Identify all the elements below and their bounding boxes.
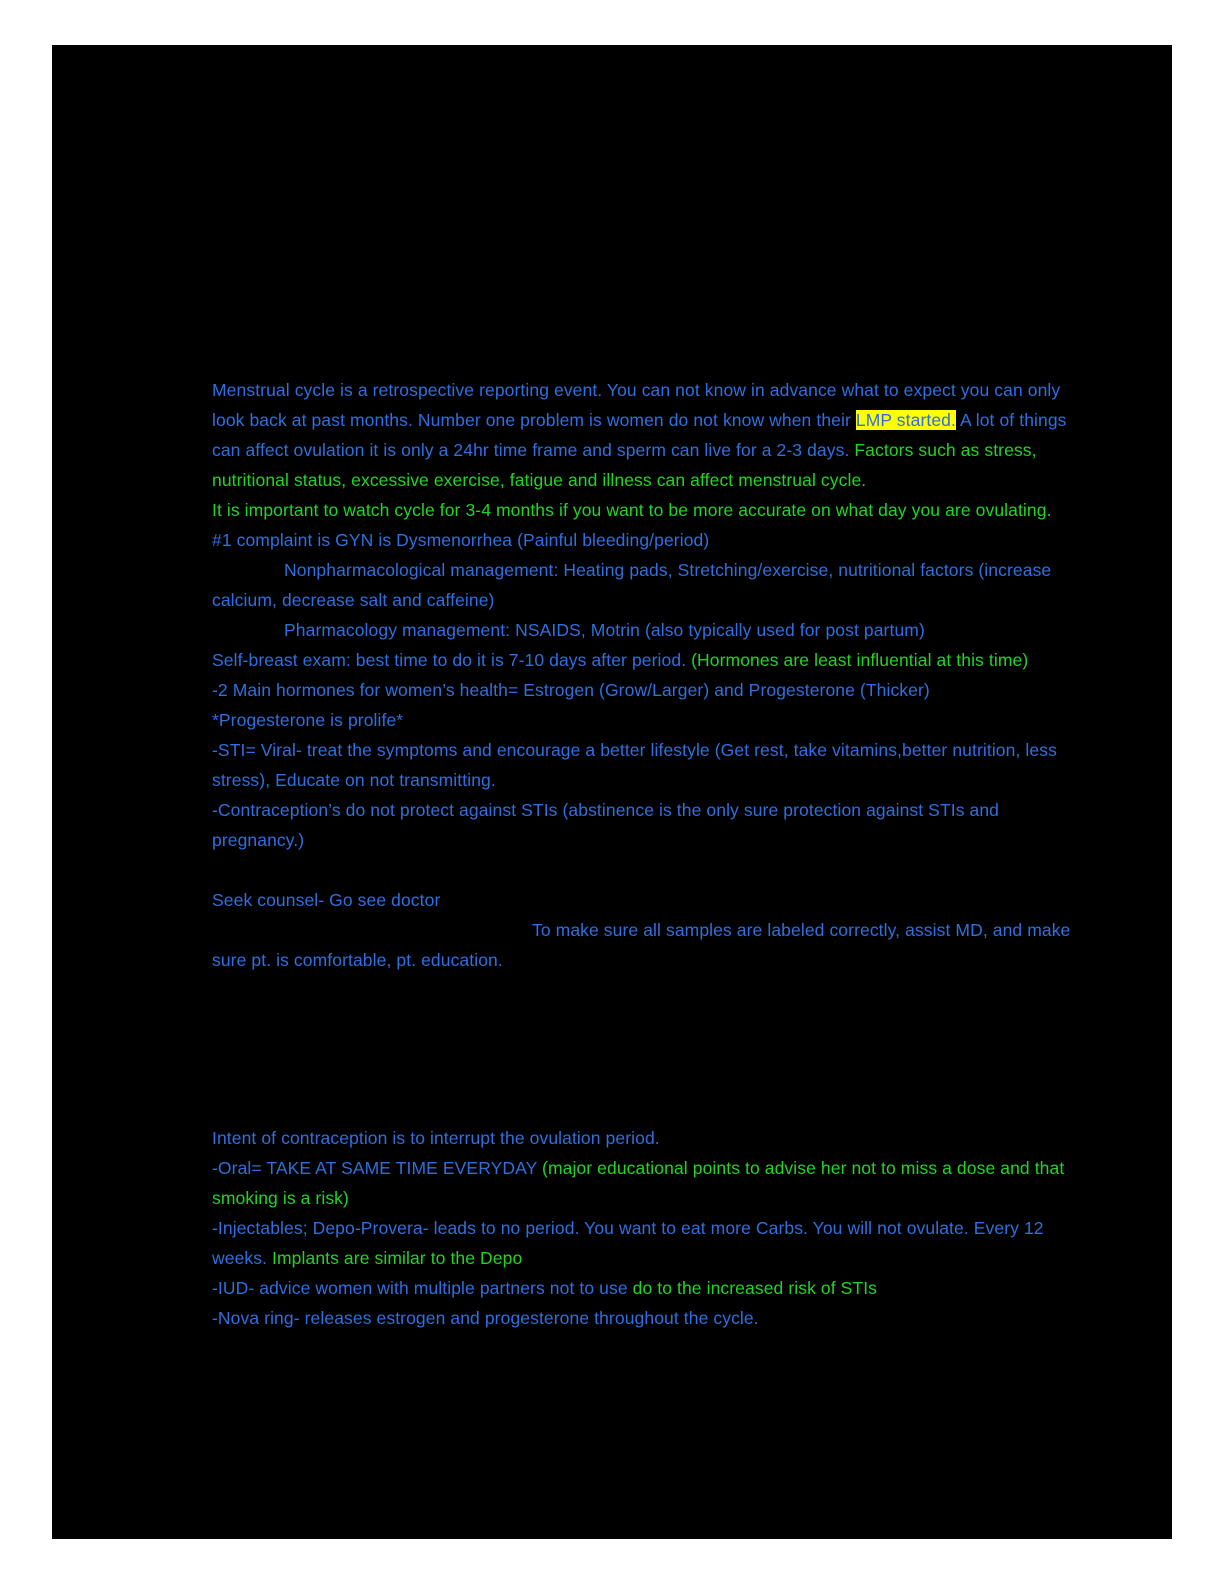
paragraph-4-text: Nonpharmacological management: Heating pads, Stretching/exercise, nutritional factors (increase calcium, decrease salt and caffeine) [212, 560, 1057, 610]
paragraph-1-part-a: Menstrual cycle is a retrospective reporting event. You can not know in advance what to expect you can only look back at past months. Number one problem is women do not know when their [212, 380, 1066, 430]
paragraph-2-text: It is important to watch cycle for 3-4 months if you want to be more accurate on what day you are ovulating. [212, 500, 1052, 520]
paragraph-11 [212, 885, 1072, 915]
paragraph-10 [212, 795, 1072, 855]
paragraph-9-text: -STI= Viral- treat the symptoms and encourage a better lifestyle (Get rest, take vitamins,better nutrition, less stress), Educate on not transmitting. [212, 740, 1062, 790]
paragraph-15 [212, 1213, 1072, 1273]
paragraph-5 [212, 615, 1072, 645]
paragraph-1-highlight: LMP started. [855, 410, 956, 430]
paragraph-17-text: -Nova ring- releases estrogen and progesterone throughout the cycle. [212, 1308, 759, 1328]
paragraph-3-text: #1 complaint is GYN is Dysmenorrhea (Painful bleeding/period) [212, 530, 710, 550]
paragraph-1-green: Factors such as stress, nutritional status, excessive exercise, fatigue and illness can affect menstrual cycle. [212, 440, 1042, 490]
paragraph-8 [212, 705, 1072, 735]
paragraph-8-text: *Progesterone is prolife* [212, 710, 404, 730]
paragraph-16 [212, 1273, 1072, 1303]
paragraph-16-green: do to the increased risk of STIs [632, 1278, 878, 1298]
paragraph-15-part-a: -Injectables; Depo-Provera- leads to no period. You want to eat more Carbs. You will not ovulate. Every 12 weeks. [212, 1218, 1049, 1268]
paragraph-6-part-a: Self-breast exam: best time to do it is 7-10 days after period. [212, 650, 692, 670]
paragraph-7 [212, 675, 1072, 705]
paragraph-5-text: Pharmacology management: NSAIDS, Motrin (also typically used for post partum) [284, 620, 925, 640]
paragraph-12 [212, 915, 1076, 975]
paragraph-13-text: Intent of contraception is to interrupt the ovulation period. [212, 1128, 660, 1148]
notes-body [212, 375, 1076, 1333]
paragraph-16-part-a: -IUD- advice women with multiple partners not to use [212, 1278, 633, 1298]
paragraph-14-part-a: -Oral= TAKE AT SAME TIME EVERYDAY [212, 1158, 543, 1178]
paragraph-1-part-b: A lot of things can affect ovulation it is only a 24hr time frame and sperm can live for a 2-3 days. [212, 410, 1072, 460]
blank-section [212, 975, 1072, 1123]
paragraph-10-text: -Contraception’s do not protect against STIs (abstinence is the only sure protection against STIs and pregnancy.) [212, 800, 1004, 850]
dark-note-canvas [52, 45, 1172, 1539]
paragraph-17 [212, 1303, 1072, 1333]
paragraph-3 [212, 525, 1072, 555]
paragraph-1 [212, 375, 1072, 495]
paragraph-7-text: -2 Main hormones for women’s health= Estrogen (Grow/Larger) and Progesterone (Thicker) [212, 680, 930, 700]
paragraph-14-green: (major educational points to advise her not to miss a dose and that smoking is a risk) [212, 1158, 1070, 1208]
paragraph-15-green: Implants are similar to the Depo [272, 1248, 523, 1268]
paragraph-11-text: Seek counsel- Go see doctor [212, 890, 441, 910]
paragraph-6 [212, 645, 1072, 675]
paragraph-12-text: To make sure all samples are labeled correctly, assist MD, and make sure pt. is comfortable, pt. education. [212, 920, 1076, 970]
blank-line [212, 855, 1072, 885]
paragraph-13 [212, 1123, 1072, 1153]
paragraph-14 [212, 1153, 1072, 1213]
paragraph-9 [212, 735, 1072, 795]
paragraph-4 [212, 555, 1072, 615]
paragraph-6-green: (Hormones are least influential at this time) [691, 650, 1029, 670]
paragraph-2 [212, 495, 1072, 525]
